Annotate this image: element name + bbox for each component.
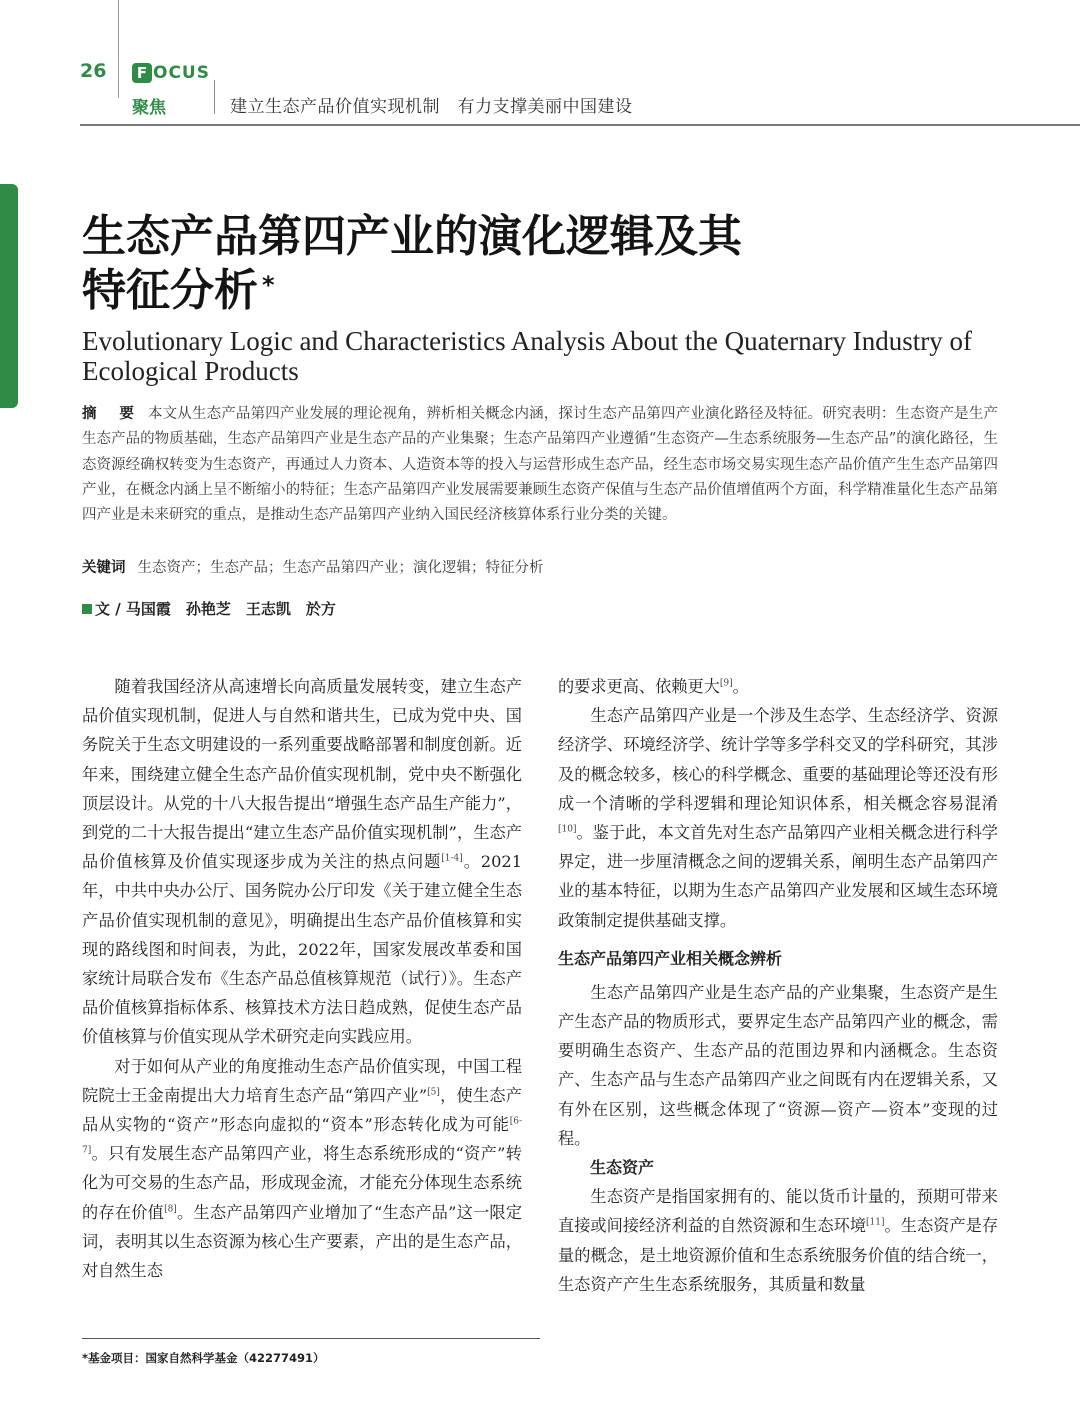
page-number: 26 [80, 60, 107, 82]
focus-logo-text: OCUS [153, 63, 210, 83]
citation: [1-4] [441, 853, 463, 864]
citation: [10] [558, 824, 577, 835]
header-rule [80, 124, 1080, 126]
citation: [6-7] [82, 1116, 522, 1156]
header-divider [214, 80, 215, 114]
text-run: 的要求更高、依赖更大 [558, 677, 720, 696]
citation: [8] [164, 1204, 177, 1215]
focus-logo [132, 61, 210, 85]
title-cn-line2-text: 特征分析 [82, 265, 258, 316]
header-vertical-line [118, 0, 119, 98]
abstract-text: 本文从生态产品第四产业发展的理论视角，辨析相关概念内涵，探讨生态产品第四产业演化路径及特征。研究表明：生态资产是生产生态产品的物质基础，生态产品第四产业是生态产品的产业集聚；生态产品第四产业遵循“生态资产—生态系统服务—生态产品”的演化路径，生态资源经确权转变为生态资产，再通过人力资本、人造资本等的投入与运营形成生态产品，经生态市场交易实现生态产品价值产生生态产品第四产业，在概念内涵上呈不断缩小的特征；生态产品第四产业发展需要兼顾生态资产保值与生态产品价值增值两个方面，科学精准量化生态产品第四产业是未来研究的重点，是推动生态产品第四产业纳入国民经济核算体系行业分类的关键。 [82, 406, 999, 524]
footnote: *基金项目：国家自然科学基金（42277491） [82, 1351, 325, 1365]
abstract-label: 摘 要 [82, 406, 138, 422]
text-run: 生态资产是指国家拥有的、能以货币计量的，预期可带来直接或间接经济利益的自然资源和生态环境 [558, 1187, 998, 1236]
text-run: 。 [732, 677, 749, 696]
running-title: 建立生态产品价值实现机制 有力支撑美丽中国建设 [230, 97, 633, 117]
text-run: 生态产品第四产业是一个涉及生态学、生态经济学、资源经济学、环境经济学、统计学等多学科交叉的学科研究，其涉及的概念较多，核心的科学概念、重要的基础理论等还没有形成一个清晰的学科逻辑和理论知识体系，相关概念容易混淆 [558, 706, 998, 813]
citation: [9] [719, 678, 733, 689]
footnote-rule [82, 1338, 540, 1339]
paragraph [558, 1182, 998, 1299]
text-run: 。只有发展生态产品第四产业，将生态系统形成的“资产”转化为可交易的生态产品，形成现金流，才能充分体现生态系统的存在价值 [82, 1144, 522, 1222]
text-run: 。鉴于此，本文首先对生态产品第四产业相关概念进行科学界定，进一步厘清概念之间的逻辑关系，阐明生态产品第四产业的基本特征，以期为生态产品第四产业发展和区域生态环境政策制定提供基础支撑。 [558, 823, 998, 930]
paragraph [82, 672, 522, 1052]
paragraph [558, 672, 998, 701]
text-run: 。2021年，中共中央办公厅、国务院办公厅印发《关于建立健全生态产品价值实现机制的意见》，明确提出生态产品价值核算和实现的路线图和时间表，为此，2022年，国家发展改革委和国家统计局联合发布《生态产品总值核算规范（试行）》。生态产品价值核算指标体系、核算技术方法日趋成熟，促使生态产品价值核算与价值实现从学术研究走向实践应用。 [82, 852, 523, 1047]
subsection-heading: 生态资产 [590, 1158, 655, 1178]
author-line [82, 598, 336, 619]
text-run: ，使生态产品从实物的“资产”形态向虚拟的“资本”形态转化成为可能 [82, 1085, 522, 1135]
section-heading: 生态产品第四产业相关概念辨析 [558, 948, 783, 968]
abstract [82, 402, 998, 528]
keywords-text: 生态资产；生态产品；生态产品第四产业；演化逻辑；特征分析 [137, 560, 544, 576]
title-cn-line2 [82, 264, 982, 318]
section-tab-marker [0, 184, 18, 408]
author-square-icon [82, 604, 92, 614]
authors: 文 / 马国霞 孙艳芝 王志凯 於方 [95, 600, 336, 618]
citation: [5] [427, 1087, 440, 1098]
citation: [11] [866, 1218, 885, 1229]
section-label: 聚焦 [132, 98, 166, 118]
title-footnote-mark: * [262, 271, 275, 299]
paragraph [82, 1052, 522, 1286]
article-title-en: Evolutionary Logic and Characteristics Analysis About the Quaternary Industry of Ecological Products [82, 326, 973, 386]
body-column-right [558, 672, 998, 1299]
title-cn-line1: 生态产品第四产业的演化逻辑及其 [82, 211, 742, 262]
text-run: 随着我国经济从高速增长向高质量发展转变，建立生态产品价值实现机制，促进人与自然和谐共生，已成为党中央、国务院关于生态文明建设的一系列重要战略部署和制度创新。近年来，围绕建立健全生态产品价值实现机制，党中央不断强化顶层设计。从党的十八大报告提出“增强生态产品生产能力”，到党的二十大报告提出“建立生态产品价值实现机制”，生态产品价值核算及价值实现逐步成为关注的热点问题 [82, 677, 522, 872]
body-column-left [82, 672, 522, 1285]
text-run: 对于如何从产业的角度推动生态产品价值实现，中国工程院院士王金南提出大力培育生态产品“第四产业” [82, 1056, 522, 1105]
paragraph [558, 701, 998, 935]
keywords-label: 关键词 [82, 560, 126, 576]
paragraph: 生态产品第四产业是生态产品的产业集聚，生态资产是生产生态产品的物质形式，要界定生态产品第四产业的概念，需要明确生态资产、生态产品的范围边界和内涵概念。生态资产、生态产品与生态产品第四产业之间既有内在逻辑关系，又有外在区别，这些概念体现了“资源—资产—资本”变现的过程。 [558, 982, 998, 1148]
text-run: 。生态产品第四产业增加了“生态产品”这一限定词，表明其以生态资源为核心生产要素，产出的是生态产品，对自然生态 [82, 1202, 523, 1281]
keywords [82, 556, 998, 577]
article-title-cn [82, 210, 982, 318]
focus-logo-f: F [132, 63, 152, 83]
text-run: 。生态资产是存量的概念，是土地资源价值和生态系统服务价值的结合统一，生态资产产生生态系统服务，其质量和数量 [558, 1216, 999, 1294]
